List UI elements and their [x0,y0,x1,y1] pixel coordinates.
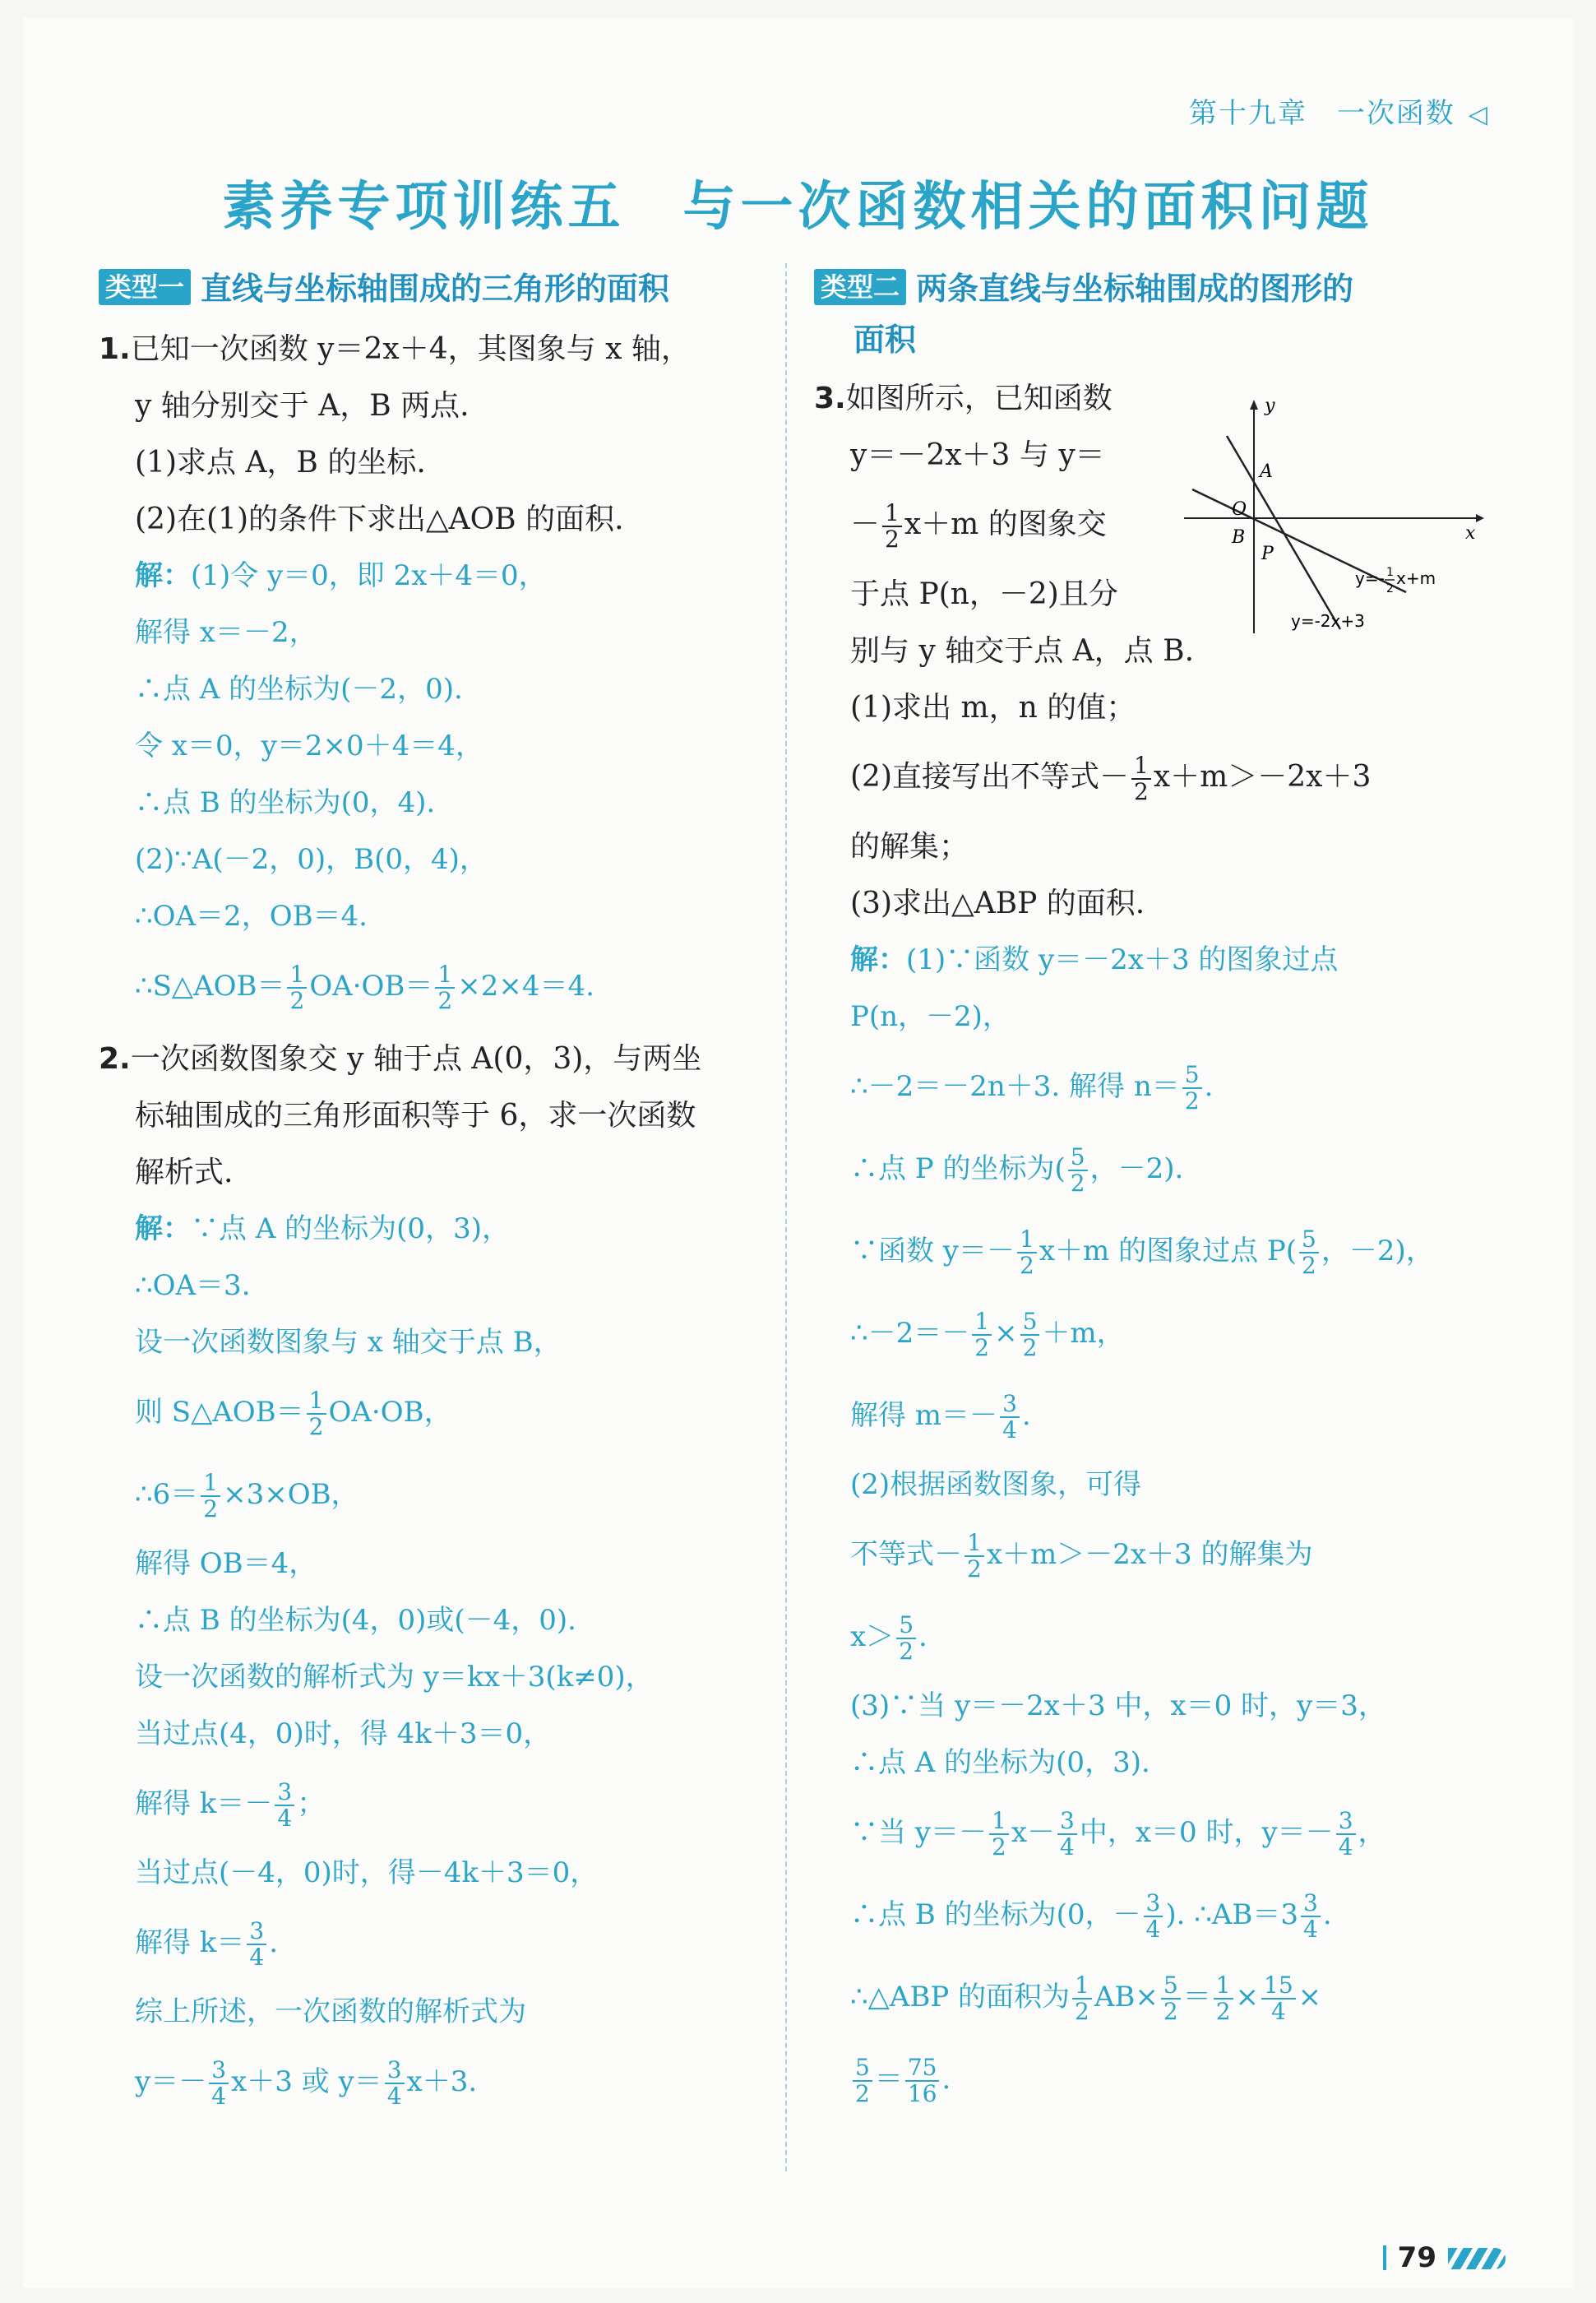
question-text: (1)求出 m，n 的值； [850,691,1136,725]
solution-line [814,1874,1488,1956]
solution-text: ×3×OB， [223,1478,359,1511]
denominator: 2 [1302,1252,1316,1279]
solution-line: (1)∵函数 y＝－2x＋3 的图象过点 [906,943,1339,976]
solution-line: (3)∵当 y＝－2x＋3 中，x＝0 时，y＝3， [850,1689,1386,1722]
type-title-continued: 面积 [854,322,917,358]
type-tag: 类型一 [99,269,191,305]
solution-line: (2)∵A(－2，0)，B(0，4)， [135,843,488,876]
solution-text: × [1298,1981,1322,2013]
question-text: (3)求出△ABP 的面积. [850,887,1145,920]
fraction [905,2055,940,2106]
numerator: 3 [1144,1891,1163,1917]
solution-line: ∴点 A 的坐标为(0，3). [850,1746,1150,1779]
numerator: 5 [1182,1063,1202,1089]
numerator: 1 [1214,1973,1233,1999]
solution-line: 当过点(4，0)时，得 4k＋3＝0， [135,1717,552,1750]
solution-text: ∴6＝ [135,1478,199,1511]
fraction [209,2058,229,2109]
solution-text: ∴点 P 的坐标为( [850,1152,1066,1185]
solution-line: 综上所述，一次函数的解析式为 [135,1995,526,2028]
question-text: 如图所示，已知函数 [845,382,1113,415]
solution-text: ， [1358,1816,1386,1849]
type-one-heading [99,263,756,314]
solution-line [814,1956,1488,2038]
fraction [1017,1227,1037,1278]
question-text: y＝－2x＋3 与 y＝ [850,438,1105,472]
denominator: 4 [211,2083,227,2110]
solution-line: ∴点 A 的坐标为(－2，0). [135,673,463,706]
denominator: 4 [249,1944,265,1971]
solution-text: ； [297,1787,326,1820]
fraction [1057,1809,1077,1860]
x-axis-arrow [1476,514,1484,522]
footer-stripes-icon [1448,2248,1506,2269]
solution-line: 解得 x＝－2， [135,616,317,649]
denominator: 2 [289,987,305,1014]
question-text: (1)求点 A，B 的坐标. [135,446,426,480]
denominator: 2 [437,987,453,1014]
line1-label: y=-2x+3 [1291,611,1365,631]
fraction [1161,1973,1181,2024]
origin-label: O [1232,499,1247,520]
numerator: 5 [1161,1973,1181,1999]
fraction [896,1613,916,1664]
numerator: 1 [965,1531,984,1557]
denominator: 4 [277,1805,293,1832]
line2-label-num: 1 [1386,566,1394,579]
question-text: 标轴围成的三角形面积等于 6，求一次函数 [135,1099,696,1133]
numerator: 3 [1336,1809,1356,1835]
numerator: 75 [905,2055,940,2082]
solution-text: AB× [1094,1981,1159,2013]
fraction [989,1809,1009,1860]
numerator: 5 [1068,1145,1088,1171]
solution-text: ∵函数 y＝－ [850,1235,1015,1267]
denominator: 2 [1134,778,1149,805]
numerator: 3 [209,2058,229,2084]
type-tag: 类型二 [814,269,906,305]
solution-line [99,1763,756,1845]
solution-line: P(n，－2)， [850,1000,1011,1033]
line2-label-a: y=- [1355,568,1385,588]
fraction [247,1919,266,1970]
solution-text: ＋m， [1042,1317,1125,1350]
numerator: 5 [1020,1309,1040,1336]
question-text: 一次函数图象交 y 轴于点 A(0，3)，与两坐 [130,1042,702,1076]
solution-line: (1)令 y＝0，即 2x＋4＝0， [191,559,547,592]
solution-text: . [1021,1399,1031,1432]
numerator: 5 [853,2055,872,2082]
fraction [853,2055,872,2106]
numerator: 1 [1017,1227,1037,1253]
denominator: 2 [1184,1087,1200,1114]
solution-text: 解得 k＝ [135,1926,245,1959]
point-p-label: P [1261,544,1274,564]
line2-label-den: 2 [1386,582,1394,595]
denominator: 2 [308,1413,324,1440]
solution-line: (2)根据函数图象，可得 [850,1468,1142,1501]
solution-key: 解： [135,559,191,592]
x-axis-label: x [1465,523,1476,544]
solution-line [814,1128,1488,1210]
numerator: 5 [896,1613,916,1639]
solution-line: ∴点 B 的坐标为(0，4). [135,786,436,819]
solution-line [814,1374,1488,1457]
denominator: 2 [1163,1998,1178,2025]
solution-text: 解得 m＝－ [850,1399,998,1432]
area-text: OA·OB＝ [309,970,433,1003]
fraction [972,1309,992,1360]
fraction [1261,1973,1296,2024]
solution-line [814,1045,1488,1128]
solution-key: 解： [850,943,906,976]
fraction [307,1388,326,1439]
solution-text: ＝ [1182,1981,1211,2013]
fraction [201,1471,220,1522]
numerator: 1 [1131,753,1151,780]
solution-text: ∵当 y＝－ [850,1816,988,1849]
denominator: 2 [899,1638,914,1665]
solution-line: 解得 OB＝4， [135,1547,317,1580]
solution-text: . [1204,1070,1214,1103]
solution-text: 则 S△AOB＝ [135,1396,304,1429]
denominator: 4 [1060,1833,1075,1860]
solution-line: 令 x＝0，y＝2×0＋4＝4， [135,730,483,762]
question-2 [99,1031,756,2123]
solution-line: ∵点 A 的坐标为(0，3)， [191,1212,510,1245]
question-text: (2)直接写出不等式－ [850,760,1129,794]
numerator: 5 [1299,1227,1319,1253]
numerator: 1 [307,1388,326,1415]
page-title: 素养专项训练五 与一次函数相关的面积问题 [222,177,1374,238]
solution-text: x＋m 的图象过点 P( [1039,1235,1298,1267]
solution-text: . [918,1620,928,1653]
solution-text: × [1235,1981,1260,2013]
page-footer [1383,2241,1506,2274]
solution-line [99,1453,756,1536]
fraction [435,962,455,1013]
fraction [1072,1973,1092,2024]
solution-line: 设一次函数的解析式为 y＝kx＋3(k≠0)， [135,1661,654,1694]
type-title: 两条直线与坐标轴围成的图形的 [916,271,1354,307]
solution-line [814,2038,1488,2120]
solution-line: ∴点 B 的坐标为(4，0)或(－4，0). [135,1604,576,1637]
solution-line: 设一次函数图象与 x 轴交于点 B， [135,1326,562,1359]
solution-text: . [1322,1898,1332,1931]
numerator: 1 [989,1809,1009,1835]
type-title: 直线与坐标轴围成的三角形的面积 [201,271,670,307]
denominator: 16 [907,2080,937,2107]
solution-text: 解得 k＝－ [135,1787,273,1820]
fraction [287,962,307,1013]
area-text: ×2×4＝4. [457,970,594,1003]
left-column [99,263,756,2123]
solution-key: 解： [135,1212,191,1245]
solution-line: 当过点(－4，0)时，得－4k＋3＝0， [135,1856,599,1889]
fraction [1301,1891,1321,1942]
question-text [814,736,1488,818]
fraction [1020,1309,1040,1360]
question-text: － [850,507,881,541]
question-text: 别与 y 轴交于点 A，点 B. [850,634,1195,668]
numerator: 3 [1057,1809,1077,1835]
function-graph [1176,395,1488,642]
numerator: 1 [972,1309,992,1336]
solution-text: x－ [1011,1816,1056,1849]
question-number: 2. [99,1042,131,1076]
solution-text: x＋m＞－2x＋3 的解集为 [986,1538,1313,1571]
solution-text: ∴－2＝－ [850,1317,970,1350]
solution-text: OA·OB， [328,1396,452,1429]
chapter-title: 第十九章 一次函数 [1188,97,1455,130]
numerator: 3 [247,1919,266,1945]
fraction [965,1531,984,1582]
question-1 [99,321,756,1027]
numerator: 1 [435,962,455,989]
question-number: 3. [814,382,846,415]
solution-line [814,1596,1488,1678]
solution-text: x＞ [850,1620,895,1653]
numerator: 3 [275,1780,294,1806]
chapter-header [1189,90,1489,131]
numerator: 3 [1301,1891,1321,1917]
fraction [882,501,902,552]
fraction [275,1780,294,1831]
solution-text: ). ∴AB＝3 [1165,1898,1299,1931]
triangle-icon: ◁ [1468,100,1489,129]
point-a-label: A [1260,461,1273,482]
fraction [385,2058,405,2109]
solution-text: 中，x＝0 时，y＝－ [1079,1816,1334,1849]
solution-line [814,1210,1488,1292]
solution-text: × [994,1317,1018,1350]
fraction [1068,1145,1088,1196]
denominator: 2 [1075,1998,1089,2025]
column-divider [785,263,787,2171]
fraction [1336,1809,1356,1860]
page-number: 79 [1397,2241,1436,2274]
question-text: 的解集； [850,830,969,864]
denominator: 4 [1270,1998,1286,2025]
point-b-label: B [1232,527,1246,548]
denominator: 2 [855,2080,870,2107]
solution-line [99,2041,756,2123]
numerator: 1 [287,962,307,989]
solution-line [814,1791,1488,1874]
solution-text: ，－2). [1089,1152,1184,1185]
denominator: 2 [1070,1170,1085,1197]
denominator: 2 [885,526,900,553]
denominator: 2 [1020,1252,1034,1279]
denominator: 2 [967,1555,982,1582]
numerator: 1 [201,1471,220,1497]
footer-bar [1383,2245,1386,2270]
fraction [1299,1227,1319,1278]
solution-line [814,1292,1488,1374]
numerator: 3 [1000,1392,1020,1418]
solution-text: . [269,1926,279,1959]
numerator: 3 [385,2058,405,2084]
y-axis-arrow [1250,400,1258,410]
denominator: 4 [1002,1416,1017,1443]
denominator: 4 [386,2083,402,2110]
question-text: y 轴分别交于 A，B 两点. [135,389,470,423]
solution-text: x＋3. [406,2065,478,2098]
solution-text: ∴△ABP 的面积为 [850,1981,1071,2013]
type-two-heading [814,263,1488,314]
solution-text: x＋3 或 y＝ [231,2065,382,2098]
solution-text: y＝－ [135,2065,207,2098]
denominator: 2 [1215,1998,1231,2025]
question-text: 于点 P(n，－2)且分 [850,577,1118,611]
solution-text: ，－2)， [1321,1235,1434,1267]
denominator: 4 [1145,1916,1161,1943]
solution-text: ∴－2＝－2n＋3. 解得 n＝ [850,1070,1180,1103]
denominator: 2 [203,1495,219,1522]
question-text: (2)在(1)的条件下求出△AOB 的面积. [135,503,624,536]
solution-text: 不等式－ [850,1538,962,1571]
question-text: 已知一次函数 y＝2x＋4，其图象与 x 轴， [130,332,691,366]
solution-line: ∴OA＝2，OB＝4. [135,900,368,933]
fraction [1182,1063,1202,1114]
solution-line [814,1513,1488,1596]
denominator: 2 [1022,1334,1038,1361]
solution-text: ＝ [874,2063,903,2096]
area-text: ∴S△AOB＝ [135,970,285,1003]
denominator: 2 [974,1334,990,1361]
line2-label-b: x+m [1396,568,1436,588]
numerator: 15 [1261,1973,1296,1999]
denominator: 4 [1303,1916,1318,1943]
fraction [1131,753,1151,804]
question-text: x＋m 的图象交 [904,507,1107,541]
fraction [1144,1891,1163,1942]
question-text: x＋m＞－2x＋3 [1153,760,1372,794]
solution-line: ∴OA＝3. [135,1269,251,1302]
denominator: 2 [992,1833,1006,1860]
question-number: 1. [99,332,131,366]
denominator: 4 [1338,1833,1353,1860]
fraction [1000,1392,1020,1443]
solution-line [99,945,756,1027]
y-axis-label: y [1265,396,1275,416]
fraction [1214,1973,1233,2024]
solution-line [99,1902,756,1984]
solution-line [99,1371,756,1453]
question-text: 解析式. [135,1156,234,1189]
numerator: 1 [882,501,902,527]
solution-text: . [941,2063,951,2096]
solution-text: ∴点 B 的坐标为(0，－ [850,1898,1141,1931]
numerator: 1 [1072,1973,1092,1999]
